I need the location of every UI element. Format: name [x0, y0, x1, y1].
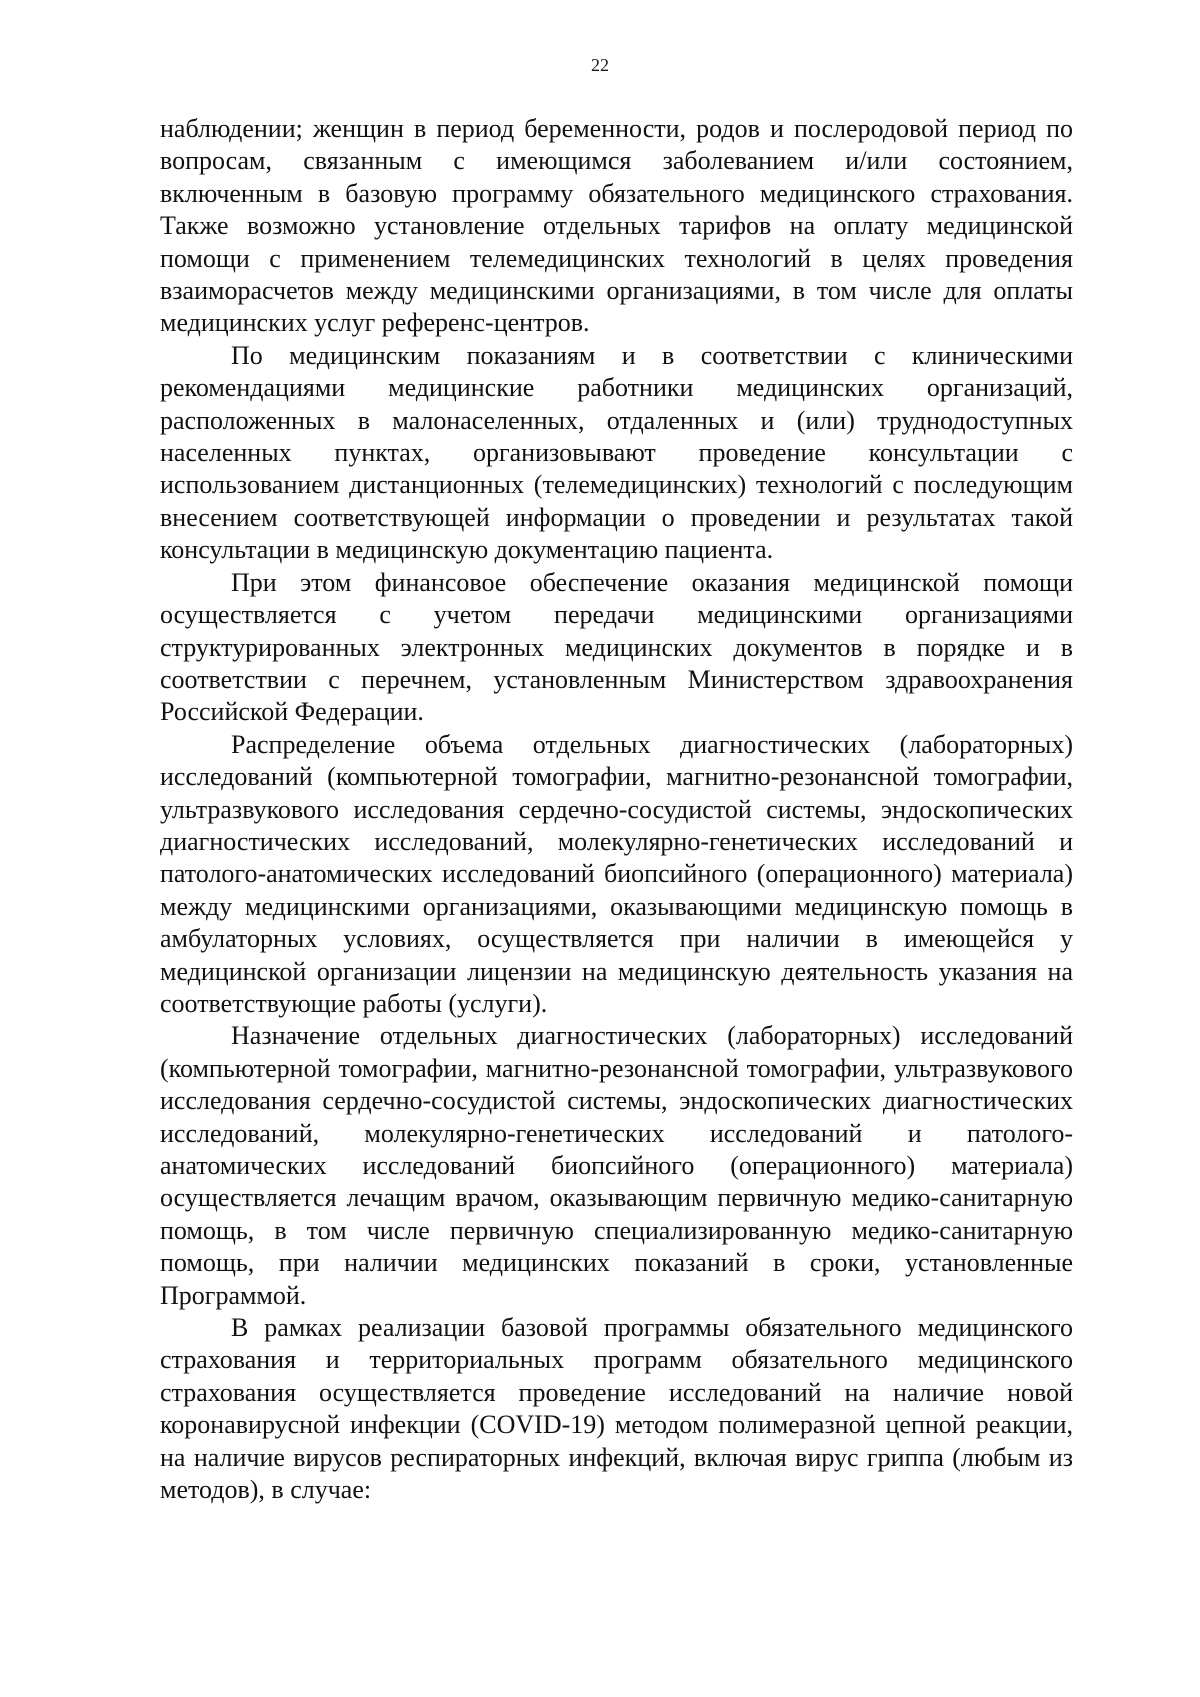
paragraph-diagnostic-distribution: Распределение объема отдельных диагностических (лабораторных) исследований (компьютерной томографии, магнитно-резонансной томографии, ультразвукового исследования сердечно-сосудистой системы, эндоскопических диагностических исследований, молекулярно-генетических исследований и патолого-анатомических исследований биопсийного (операционного) материала) между медицинскими организациями, оказывающими медицинскую помощь в амбулаторных условиях, осуществляется при наличии в имеющейся у медицинской организации лицензии на медицинскую деятельность указания на соответствующие работы (услуги). — [160, 729, 1073, 1018]
paragraph-telemedicine-tariffs: наблюдении; женщин в период беременности, родов и послеродовой период по вопросам, связанным с имеющимся заболеванием и/или состоянием, включенным в базовую программу обязательного медицинского страхования. Также возможно установление отдельных тарифов на оплату медицинской помощи с применением телемедицинских технологий в целях проведения взаиморасчетов между медицинскими организациями, в том числе для оплаты медицинских услуг референс-центров. — [160, 114, 1073, 338]
paragraph-covid-testing: В рамках реализации базовой программы обязательного медицинского страхования и территориальных программ обязательного медицинского страхования осуществляется проведение исследований на наличие новой коронавирусной инфекции (COVID-19) методом полимеразной цепной реакции, на наличие вирусов респираторных инфекций, включая вирус гриппа (любым из методов), в случае: — [160, 1313, 1073, 1505]
paragraph-diagnostic-assignment: Назначение отдельных диагностических (лабораторных) исследований (компьютерной томографии, магнитно-резонансной томографии, ультразвукового исследования сердечно-сосудистой системы, эндоскопических диагностических исследований, молекулярно-генетических исследований и патолого-анатомических исследований биопсийного (операционного) материала) осуществляется лечащим врачом, оказывающим первичную медико-санитарную помощь, в том числе первичную специализированную медико-санитарную помощь, при наличии медицинских показаний в сроки, установленные Программой. — [160, 1021, 1073, 1310]
document-body — [160, 113, 1073, 1506]
page-number: 22 — [591, 55, 609, 75]
paragraph-remote-consultation: По медицинским показаниям и в соответствии с клиническими рекомендациями медицинские работники медицинских организаций, расположенных в малонаселенных, отдаленных и (или) труднодоступных населенных пунктах, организовывают проведение консультации с использованием дистанционных (телемедицинских) технологий с последующим внесением соответствующей информации о проведении и результатах такой консультации в медицинскую документацию пациента. — [160, 340, 1073, 565]
paragraph-financial-support: При этом финансовое обеспечение оказания медицинской помощи осуществляется с учетом передачи медицинскими организациями структурированных электронных медицинских документов в порядке и в соответствии с перечнем, установленным Министерством здравоохранения Российской Федерации. — [160, 567, 1073, 727]
